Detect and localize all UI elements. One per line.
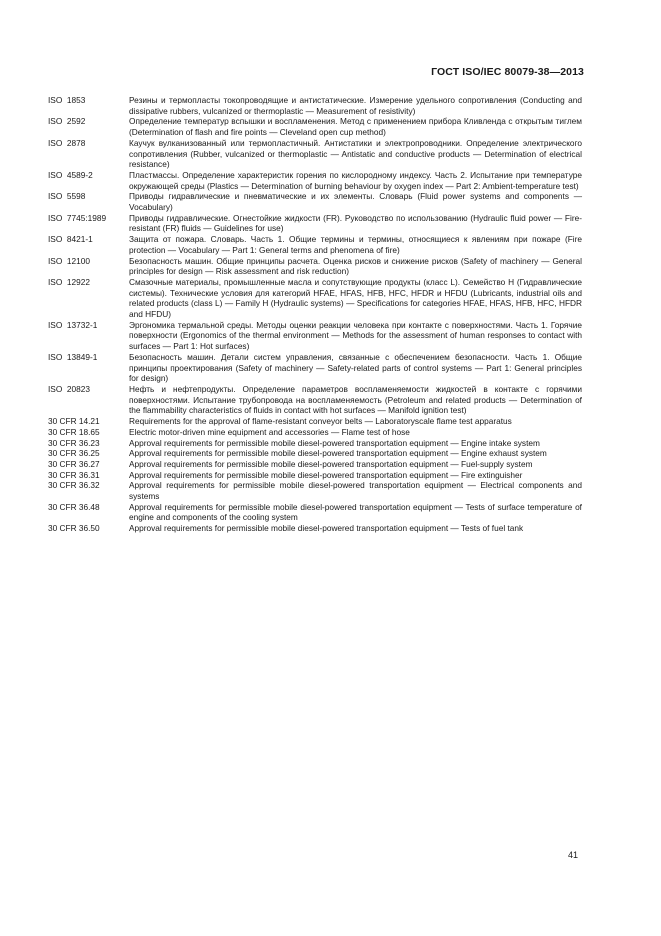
- reference-code: ISO 2592: [48, 116, 86, 127]
- reference-row: [48, 213, 582, 234]
- reference-row: [48, 320, 582, 352]
- reference-row: [48, 116, 582, 137]
- reference-code: 30 CFR 36.25: [48, 448, 100, 459]
- reference-description: Approval requirements for permissible mobile diesel-powered transportation equipment — Tests of fuel tank: [129, 523, 524, 534]
- reference-row: [48, 416, 582, 427]
- reference-row: [48, 427, 582, 438]
- reference-description: Приводы гидравлические. Огнестойкие жидкости (FR). Руководство по использованию (Hydraulic fluid power — Fire-resistant (FR) fluids — Guidelines for use): [129, 212, 582, 234]
- reference-code: 30 CFR 36.48: [48, 501, 100, 512]
- reference-code: 30 CFR 18.65: [48, 426, 100, 437]
- reference-code: ISO 13849-1: [48, 351, 98, 362]
- reference-description: Electric motor-driven mine equipment and accessories — Flame test of hose: [129, 426, 410, 437]
- reference-description: Эргономика термальной среды. Методы оценки реакции человека при контакте с поверхностями. Часть 1. Горячие поверхности (Ergonomics of the thermal environment — Methods for the assessment of human responses to contact with surfaces — Part 1: Hot surfaces): [129, 319, 582, 352]
- reference-description: Approval requirements for permissible mobile diesel-powered transportation equipment — Tests of surface temperature of engine and components of the cooling system: [129, 501, 582, 523]
- reference-row: [48, 138, 582, 170]
- reference-row: [48, 170, 582, 191]
- reference-code: ISO 12922: [48, 276, 90, 287]
- reference-row: [48, 459, 582, 470]
- reference-description: Приводы гидравлические и пневматические и их элементы. Словарь (Fluid power systems and components — Vocabulary): [129, 191, 582, 213]
- reference-row: [48, 438, 582, 449]
- reference-row: [48, 95, 582, 116]
- reference-description: Каучук вулканизованный или термопластичный. Антистатики и электропроводники. Определение электрического сопротивления (Rubber, vulcanized or thermoplastic — Antistatic and conductive products — Determination of electrical resistance): [129, 137, 582, 170]
- reference-description: Approval requirements for permissible mobile diesel-powered transportation equipment — Engine intake system: [129, 437, 540, 448]
- reference-code: 30 CFR 14.21: [48, 416, 100, 427]
- reference-row: [48, 191, 582, 212]
- reference-code: ISO 4589-2: [48, 169, 93, 180]
- reference-code: ISO 13732-1: [48, 319, 98, 330]
- reference-row: [48, 384, 582, 416]
- reference-code: ISO 12100: [48, 255, 90, 266]
- reference-code: 30 CFR 36.27: [48, 458, 100, 469]
- reference-row: [48, 448, 582, 459]
- reference-row: [48, 277, 582, 320]
- reference-code: ISO 1853: [48, 95, 86, 105]
- reference-row: [48, 352, 582, 384]
- reference-code: ISO 20823: [48, 383, 90, 394]
- reference-row: [48, 234, 582, 255]
- reference-description: Approval requirements for permissible mobile diesel-powered transportation equipment — Electrical components and systems: [129, 480, 582, 502]
- reference-row: [48, 256, 582, 277]
- reference-description: Резины и термопласты токопроводящие и антистатические. Измерение удельного сопротивления (Conducting and dissipative rubbers, vulcanized or thermoplastic — Measurement of resistivity): [129, 95, 582, 116]
- reference-description: Безопасность машин. Общие принципы расчета. Оценка рисков и снижение рисков (Safety of machinery — General principles for design — Risk assessment and risk reduction): [129, 255, 582, 277]
- reference-description: Определение температур вспышки и воспламенения. Метод с применением прибора Кливленда с открытым тиглем (Determination of flash and fire points — Cleveland open cup method): [129, 116, 582, 138]
- reference-description: Смазочные материалы, промышленные масла и сопутствующие продукты (класс L). Семейство H (Гидравлические системы). Технические условия для категорий HFAE, HFAS, HFB, HFC, HFDR и HFDU (Lubricants, industrial oils and related products (class L) — Family H (Hydraulic systems) — Specifications for categories HFAE, HFAS, HFB, HFC, HFDR and HFDU): [129, 276, 582, 320]
- reference-description: Безопасность машин. Детали систем управления, связанные с обеспечением безопасности. Часть 1. Общие принципы проектирования (Safety of machinery — Safety-related parts of control systems — Part 1: General principles for design): [129, 351, 582, 384]
- page-number: 41: [567, 850, 578, 860]
- reference-row: [48, 523, 582, 534]
- reference-code: ISO 8421-1: [48, 234, 93, 245]
- reference-code: ISO 5598: [48, 191, 86, 202]
- reference-description: Approval requirements for permissible mobile diesel-powered transportation equipment — Engine exhaust system: [129, 448, 547, 459]
- reference-row: [48, 470, 582, 481]
- reference-description: Approval requirements for permissible mobile diesel-powered transportation equipment — Fuel-supply system: [129, 458, 533, 469]
- reference-list: [48, 95, 582, 534]
- reference-code: 30 CFR 36.32: [48, 480, 100, 491]
- reference-description: Защита от пожара. Словарь. Часть 1. Общие термины и термины, относящиеся к явлениям при пожаре (Fire protection — Vocabulary — Part 1: General terms and phenomena of fire): [129, 234, 582, 255]
- reference-code: ISO 7745:1989: [48, 212, 107, 223]
- reference-code: 30 CFR 36.50: [48, 523, 100, 534]
- page-header: ГОСТ ISO/IEC 80079-38—2013: [431, 66, 584, 78]
- reference-description: Пластмассы. Определение характеристик горения по кислородному индексу. Часть 2. Испытание при температуре окружающей среды (Plastics — Determination of burning behaviour by oxygen index — Part 2: Ambient-temperature test): [129, 169, 582, 191]
- reference-row: [48, 502, 582, 523]
- reference-description: Нефть и нефтепродукты. Определение параметров воспламеняемости жидкостей в контакте с горячими поверхностями. Испытание трубопровода на воспламеняемость (Petroleum and related products — Determination of the flammability characteristics of fluids in contact with hot surfaces — Manifold ignition test): [129, 383, 582, 416]
- reference-code: 30 CFR 36.31: [48, 469, 100, 480]
- reference-description: Approval requirements for permissible mobile diesel-powered transportation equipment — Fire extinguisher: [129, 469, 523, 480]
- reference-code: 30 CFR 36.23: [48, 437, 100, 448]
- reference-description: Requirements for the approval of flame-resistant conveyor belts — Laboratoryscale flame test apparatus: [129, 416, 512, 427]
- reference-code: ISO 2878: [48, 137, 86, 148]
- reference-row: [48, 480, 582, 501]
